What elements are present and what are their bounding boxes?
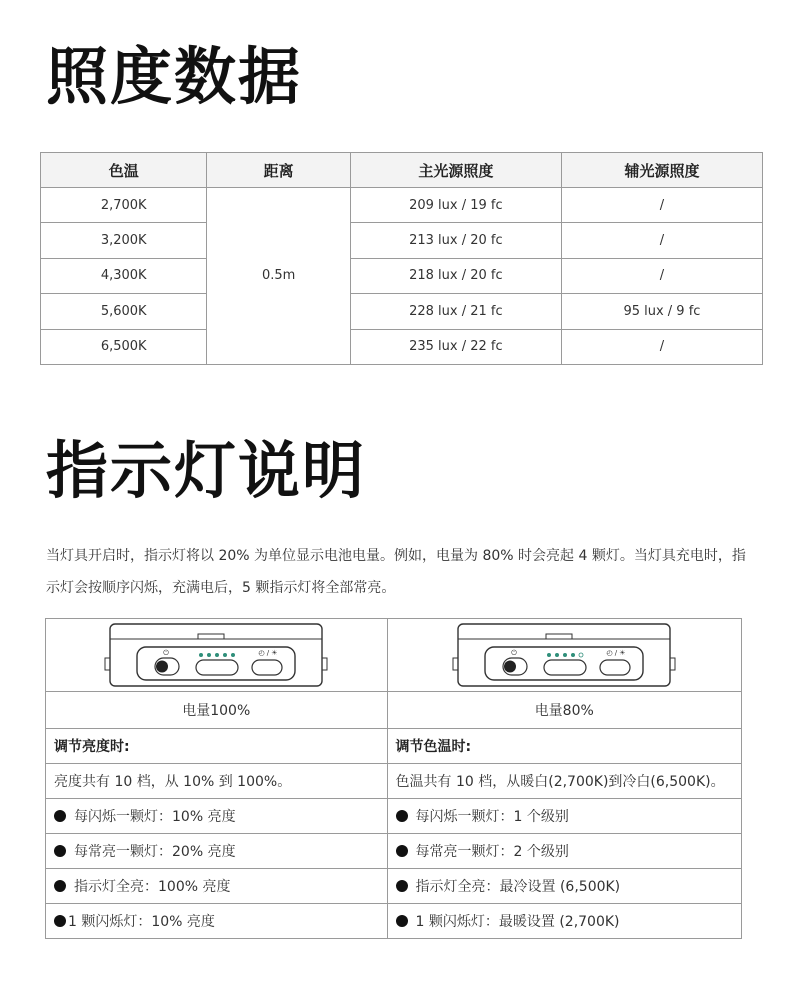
cell-aux: /: [561, 223, 762, 258]
list-item: 每常亮一颗灯：20% 亮度: [46, 834, 388, 869]
table-row: [46, 869, 742, 904]
table-row: [46, 799, 742, 834]
brightness-heading: 调节亮度时:: [46, 729, 388, 764]
table-row: [41, 294, 763, 329]
brightness-summary: 亮度共有 10 档，从 10% 到 100%。: [46, 764, 388, 799]
cell-cct: 2,700K: [41, 188, 207, 223]
battery-100-caption: 电量100%: [46, 692, 388, 729]
cell-main: 209 lux / 19 fc: [350, 188, 561, 223]
cell-cct: 4,300K: [41, 258, 207, 293]
bullet-icon: [396, 810, 408, 822]
header-aux-light: 辅光源照度: [561, 153, 762, 188]
list-item: 每闪烁一颗灯：1 个级别: [387, 799, 741, 834]
cell-cct: 3,200K: [41, 223, 207, 258]
cell-main: 235 lux / 22 fc: [350, 329, 561, 364]
mode-button-label: ◴ / ☀: [258, 649, 278, 657]
list-item: 指示灯全亮：100% 亮度: [46, 869, 388, 904]
header-main-light: 主光源照度: [350, 153, 561, 188]
section-title-indicator: 指示灯说明: [46, 434, 367, 507]
cell-main: 213 lux / 20 fc: [350, 223, 561, 258]
svg-text:⏻: ⏻: [163, 649, 170, 657]
heading-row: [46, 729, 742, 764]
bullet-icon: [396, 915, 408, 927]
summary-row: [46, 764, 742, 799]
header-cct: 色温: [41, 153, 207, 188]
list-item: 每闪烁一颗灯：10% 亮度: [46, 799, 388, 834]
battery-caption-row: [46, 692, 742, 729]
cell-distance: 0.5m: [207, 188, 350, 365]
bullet-icon: [54, 845, 66, 857]
device-illustration-right: [387, 619, 741, 692]
indicator-table: [45, 618, 742, 939]
mode-button-label: ◴ / ☀: [606, 649, 626, 657]
cell-cct: 6,500K: [41, 329, 207, 364]
battery-80-caption: 电量80%: [387, 692, 741, 729]
svg-text:⏻: ⏻: [511, 649, 518, 657]
cell-aux: /: [561, 188, 762, 223]
section-title-lux: 照度数据: [46, 40, 303, 113]
cell-aux: /: [561, 329, 762, 364]
cell-aux: 95 lux / 9 fc: [561, 294, 762, 329]
list-item: 指示灯全亮：最冷设置 (6,500K): [387, 869, 741, 904]
device-illustration-row: [46, 619, 742, 692]
bullet-icon: [54, 880, 66, 892]
list-item: 每常亮一颗灯：2 个级别: [387, 834, 741, 869]
cct-heading: 调节色温时:: [387, 729, 741, 764]
table-row: [41, 258, 763, 293]
list-item: 1 颗闪烁灯：10% 亮度: [46, 904, 388, 939]
cell-cct: 5,600K: [41, 294, 207, 329]
cell-main: 228 lux / 21 fc: [350, 294, 561, 329]
device-100-icon: [100, 620, 332, 690]
header-distance: 距离: [207, 153, 350, 188]
device-80-icon: [448, 620, 680, 690]
table-row: [41, 188, 763, 223]
device-illustration-left: [46, 619, 388, 692]
list-item: 1 颗闪烁灯：最暖设置 (2,700K): [387, 904, 741, 939]
bullet-icon: [396, 845, 408, 857]
bullet-icon: [54, 915, 66, 927]
table-header-row: [41, 153, 763, 188]
bullet-icon: [54, 810, 66, 822]
table-row: [41, 223, 763, 258]
table-row: [41, 329, 763, 364]
bullet-icon: [396, 880, 408, 892]
cell-main: 218 lux / 20 fc: [350, 258, 561, 293]
cct-summary: 色温共有 10 档，从暖白(2,700K)到冷白(6,500K)。: [387, 764, 741, 799]
cell-aux: /: [561, 258, 762, 293]
table-row: [46, 834, 742, 869]
lux-data-table: [40, 152, 763, 365]
table-row: [46, 904, 742, 939]
indicator-description: 当灯具开启时，指示灯将以 20% 为单位显示电池电量。例如，电量为 80% 时会亮起 4 颗灯。当灯具充电时，指示灯会按顺序闪烁，充满电后，5 颗指示灯将全部常亮。: [46, 548, 746, 596]
